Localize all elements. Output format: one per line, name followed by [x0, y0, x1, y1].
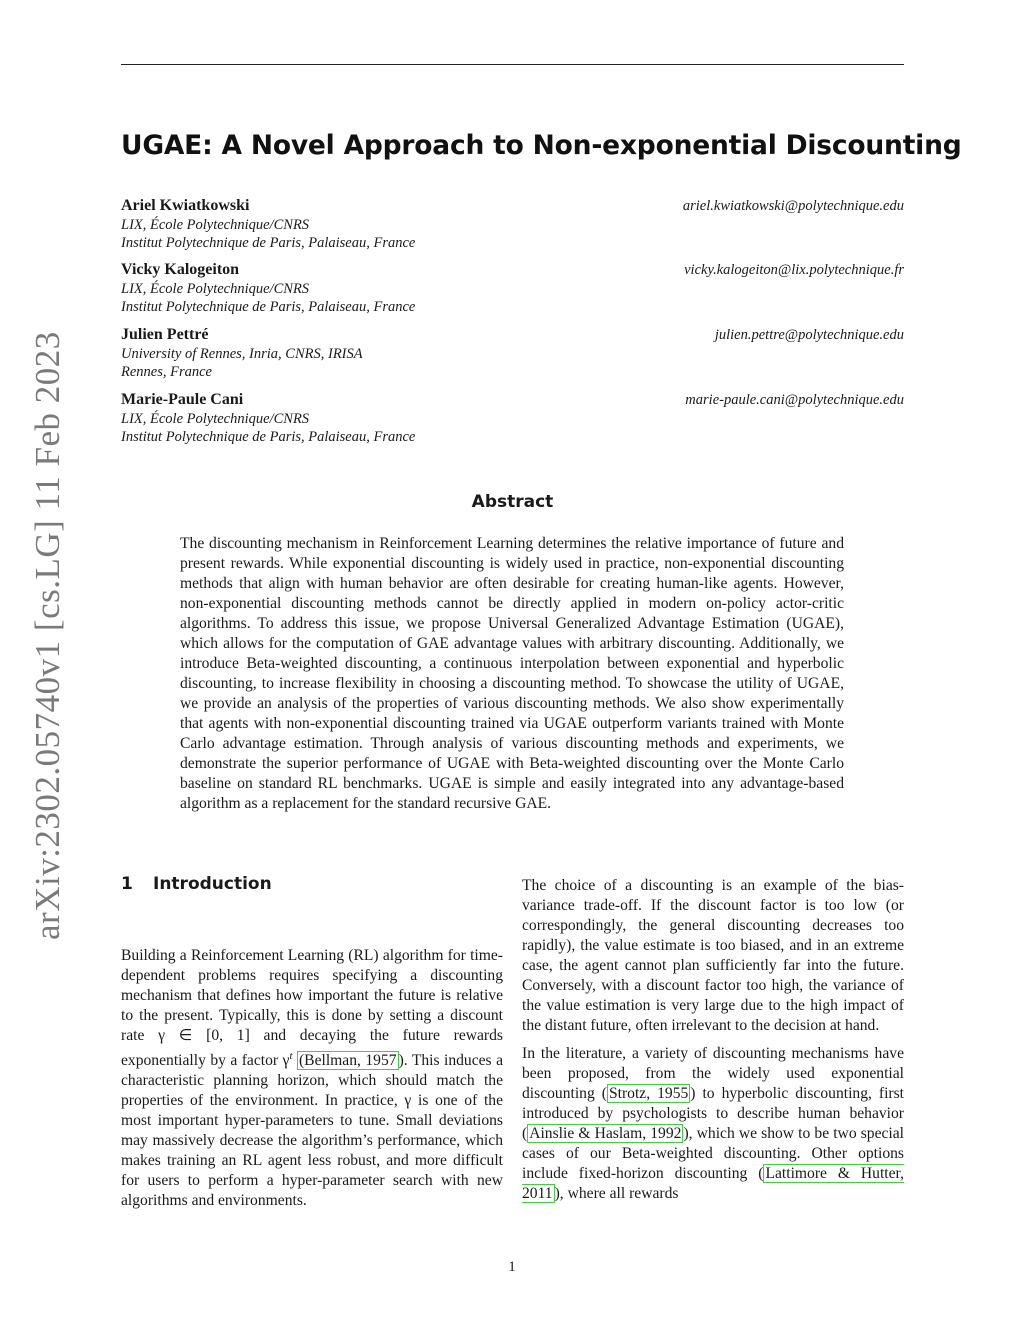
section-title: Introduction	[153, 874, 272, 894]
citation-year: 1957	[365, 1052, 397, 1070]
citation-year: 2011	[522, 1185, 553, 1202]
author-affiliation: Institut Polytechnique de Paris, Palaiseau, France	[121, 429, 416, 445]
left-column	[121, 946, 503, 1211]
section-number: 1	[121, 874, 133, 894]
text-run: In the literature, a variety of discounting mechanisms have been proposed, from the widely used exponential discounting (	[522, 1045, 904, 1102]
citation-link[interactable]: (Bellman, 1957	[298, 1052, 397, 1070]
intro-paragraph	[522, 1044, 904, 1204]
author-email[interactable]: ariel.kwiatkowski@polytechnique.edu	[682, 198, 904, 214]
top-rule	[121, 64, 904, 65]
text-run: ) to hyperbolic discounting, first introduced by psychologists to describe human behavior (	[522, 1085, 905, 1142]
author-affiliation: LIX, École Polytechnique/CNRS	[121, 280, 310, 297]
author-block	[121, 197, 904, 253]
author-block	[121, 261, 904, 317]
author-block	[121, 326, 904, 382]
author-affiliation: University of Rennes, Inria, CNRS, IRISA	[121, 345, 363, 362]
author-name: Marie-Paule Cani	[121, 391, 244, 408]
author-affiliation: Rennes, France	[121, 364, 212, 380]
text-run: ). This induces a characteristic planning horizon, which should match the properties of the environment. In practice, γ is one of the most important hyper-parameters to tune. Small deviations may massively decrease the algorithm’s performance, which makes training an RL agent less robust, and more difficult for users to perform a hyper-parameter search with new algorithms and environments.	[121, 1052, 504, 1210]
arxiv-identifier[interactable]: arXiv:2302.05740v1 [cs.LG] 11 Feb 2023	[28, 331, 67, 940]
citation-author: Strotz	[608, 1085, 647, 1102]
author-email[interactable]: julien.pettre@polytechnique.edu	[714, 327, 904, 343]
text-run: Building a Reinforcement Learning (RL) algorithm for time-dependent problems requires specifying a discounting mechanism that defines how important the future is relative to the present. Typically, this is done by setting a discount rate γ ∈ [0, 1] and decaying the future rewards exponentially by a factor γ	[121, 947, 503, 1070]
citation-link[interactable]: Lattimore & Hutter, 2011	[522, 1165, 905, 1202]
intro-paragraph	[121, 946, 503, 1211]
text-run: ), where all rewards	[554, 1185, 679, 1202]
author-affiliation: Institut Polytechnique de Paris, Palaiseau, France	[121, 235, 416, 251]
abstract-heading: Abstract	[471, 492, 554, 512]
superscript: t	[289, 1050, 293, 1062]
right-column	[522, 876, 904, 1204]
abstract-text: The discounting mechanism in Reinforcement Learning determines the relative importance of future and present rewards. While exponential discounting is widely used in practice, non-exponential discounting methods that align with human behavior are often desirable for creating human-like agents. However, non-exponential discounting methods cannot be directly applied in modern on-policy actor-critic algorithms. To address this issue, we propose Universal Generalized Advantage Estimation (UGAE), which allows for the computation of GAE advantage values with arbitrary discounting. Additionally, we introduce Beta-weighted discounting, a continuous interpolation between exponential and hyperbolic discounting, to increase flexibility in choosing a discounting method. To showcase the utility of UGAE, we provide an analysis of the properties of various discounting methods. We also show experimentally that agents with non-exponential discounting trained via UGAE outperform variants trained with Monte Carlo advantage estimation. Through analysis of various discounting methods and experiments, we demonstrate the superior performance of UGAE with Beta-weighted discounting over the Monte Carlo baseline on standard RL benchmarks. UGAE is simple and easily integrated into any advantage-based algorithm as a replacement for the standard recursive GAE.	[180, 535, 844, 812]
intro-paragraph: The choice of a discounting is an example of the bias-variance trade-off. If the discount factor is too low (or correspondingly, the general discounting decreases too rapidly), the value estimate is too biased, and in an extreme case, the agent cannot plan sufficiently far into the future. Conversely, with a discount factor too high, the variance of the value estimation is very large due to the high impact of the distant future, often irrelevant to the decision at hand.	[522, 877, 904, 1034]
author-affiliation: Institut Polytechnique de Paris, Palaiseau, France	[121, 299, 416, 315]
author-name: Vicky Kalogeiton	[121, 261, 240, 278]
paper-title: UGAE: A Novel Approach to Non-exponential Discounting	[121, 130, 962, 161]
page-number: 1	[508, 1259, 516, 1275]
author-name: Julien Pettré	[121, 326, 209, 343]
author-affiliation: LIX, École Polytechnique/CNRS	[121, 216, 310, 233]
author-email[interactable]: marie-paule.cani@polytechnique.edu	[685, 392, 904, 408]
citation-author: Ainslie & Haslam	[529, 1125, 643, 1142]
citation-link[interactable]: Strotz, 1955	[608, 1085, 689, 1102]
author-affiliation: LIX, École Polytechnique/CNRS	[121, 410, 310, 427]
citation-year: 1992	[650, 1125, 682, 1142]
author-email[interactable]: vicky.kalogeiton@lix.polytechnique.fr	[684, 262, 904, 278]
citation-year: 1955	[657, 1085, 689, 1102]
citation-author: Lattimore & Hutter	[765, 1165, 901, 1182]
citation-author: Bellman	[304, 1052, 358, 1070]
author-block	[121, 391, 904, 447]
author-name: Ariel Kwiatkowski	[121, 197, 250, 214]
text-run: ), which we show to be two special cases of our Beta-weighted discounting. Other options include fixed-horizon discounting (	[522, 1125, 905, 1182]
citation-link[interactable]: Ainslie & Haslam, 1992	[529, 1125, 682, 1142]
section-heading	[121, 874, 272, 894]
